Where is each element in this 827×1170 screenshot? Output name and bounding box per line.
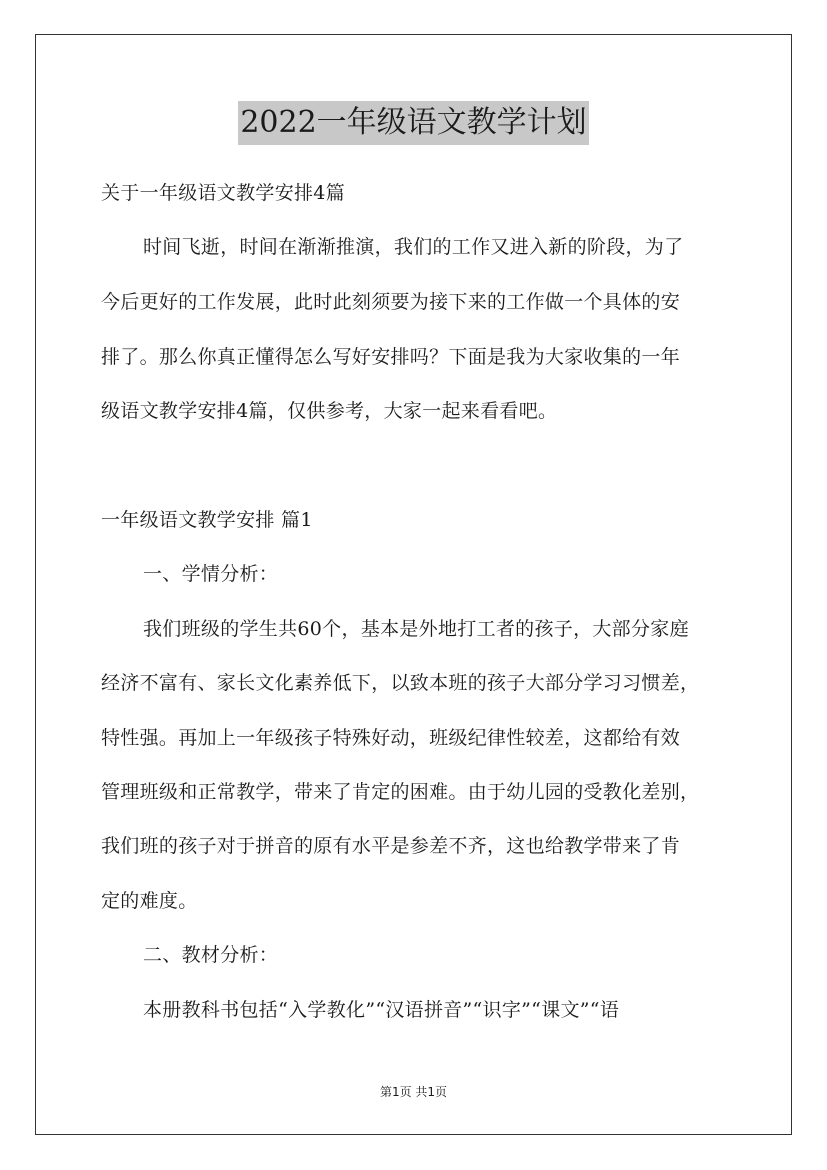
part2-heading: 二、教材分析： [143,944,279,966]
part1-line: 我们班的孩子对于拼音的原有水平是参差不齐，这也给教学带来了肯 [101,835,681,857]
title-container [0,101,827,145]
part1-heading: 一、学情分析： [143,563,279,585]
part1-line: 管理班级和正常教学，带来了肯定的困难。由于幼儿园的受教化差别， [101,781,700,803]
part2-line: 本册教科书包括“入学教化”“汉语拼音”“识字”“课文”“语 [143,999,620,1021]
document-title: 2022一年级语文教学计划 [238,101,588,145]
intro-line: 级语文教学安排4篇，仅供参考，大家一起来看看吧。 [101,400,558,422]
document-subtitle: 关于一年级语文教学安排4篇 [101,182,345,204]
section-heading: 一年级语文教学安排 篇1 [101,509,313,531]
part1-line: 我们班级的学生共60个，基本是外地打工者的孩子，大部分家庭 [143,618,689,640]
part1-line: 特性强。再加上一年级孩子特殊好动，班级纪律性较差，这都给有效 [101,727,681,749]
part1-line: 经济不富有、家长文化素养低下，以致本班的孩子大部分学习习惯差， [101,672,700,694]
intro-line: 时间飞逝，时间在渐渐推演，我们的工作又进入新的阶段，为了 [143,236,684,258]
intro-line: 今后更好的工作发展，此时此刻须要为接下来的工作做一个具体的安 [101,291,681,313]
intro-line: 排了。那么你真正懂得怎么写好安排吗？下面是我为大家收集的一年 [101,346,681,368]
page-number: 第1页 共1页 [379,1085,448,1099]
part1-line: 定的难度。 [101,890,198,912]
